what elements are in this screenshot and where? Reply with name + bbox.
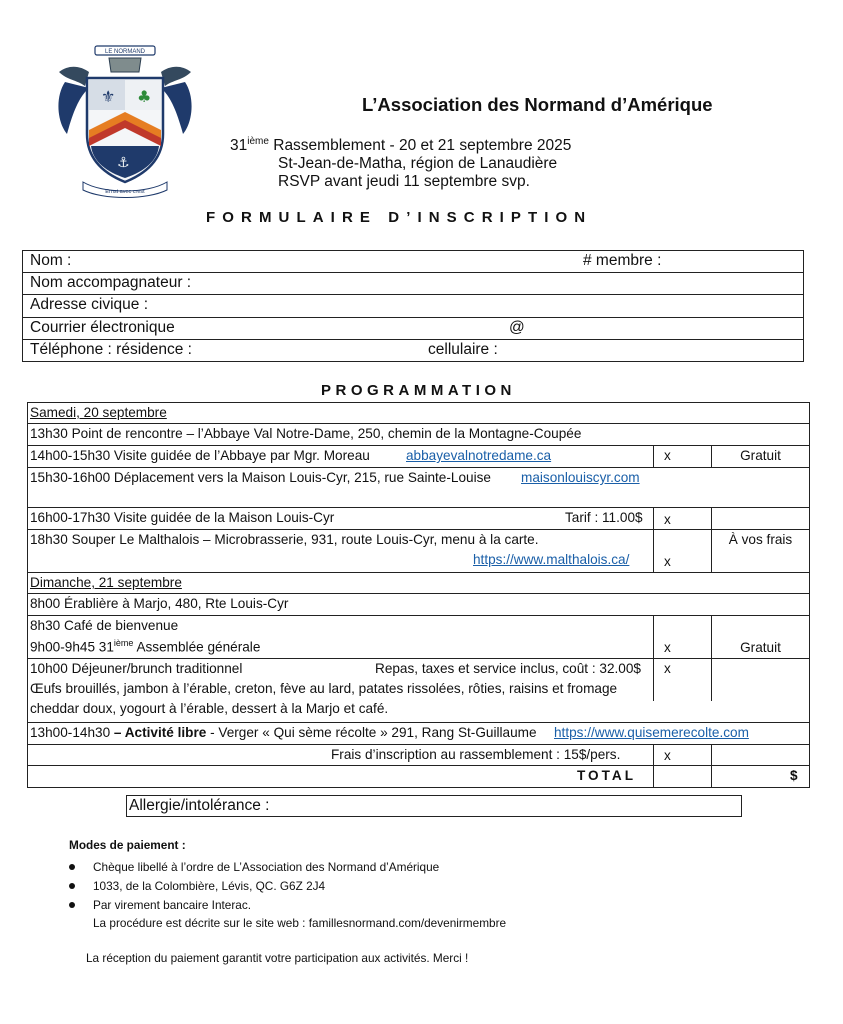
meeting-point-text: 13h30 Point de rencontre – l’Abbaye Val Notre-Dame, 250, chemin de la Montagne-Coupée bbox=[30, 426, 582, 441]
payment-procedure: La procédure est décrite sur le site web : famillesnormand.com/devenirmembre bbox=[93, 916, 507, 930]
verger-link[interactable]: https://www.quisemerecolte.com bbox=[554, 725, 749, 740]
divider bbox=[711, 508, 712, 529]
organization-title: L’Association des Normand d’Amérique bbox=[362, 94, 713, 115]
assembly-checkbox[interactable]: x bbox=[664, 640, 671, 655]
abbey-link[interactable]: abbayevalnotredame.ca bbox=[406, 448, 552, 463]
total-label: TOTAL bbox=[577, 768, 637, 783]
divider bbox=[653, 446, 654, 467]
association-crest-logo bbox=[55, 42, 195, 200]
general-assembly-text: 9h00-9h45 31ième Assemblée générale bbox=[30, 638, 261, 655]
allergy-field[interactable] bbox=[126, 795, 742, 817]
companion-name-field[interactable] bbox=[23, 273, 803, 295]
svg-text:LE NORMAND: LE NORMAND bbox=[104, 49, 146, 55]
programmation-title: PROGRAMMATION bbox=[321, 382, 516, 399]
divider bbox=[711, 766, 712, 787]
registration-fee-text: Frais d’inscription au rassemblement : 15$/pers. bbox=[331, 747, 621, 762]
malthalois-link[interactable]: https://www.malthalois.ca/ bbox=[473, 552, 630, 567]
brunch-checkbox[interactable]: x bbox=[664, 661, 671, 676]
at-sign: @ bbox=[509, 318, 525, 336]
program-table bbox=[27, 402, 810, 788]
bullet-icon bbox=[69, 883, 75, 889]
form-title: FORMULAIRE D’INSCRIPTION bbox=[206, 209, 593, 226]
maison-louis-cyr-link[interactable]: maisonlouiscyr.com bbox=[521, 470, 640, 485]
divider bbox=[653, 745, 654, 765]
svg-text:⚜: ⚜ bbox=[101, 87, 116, 106]
table-row bbox=[28, 745, 809, 766]
sunday-header: Dimanche, 21 septembre bbox=[30, 575, 182, 590]
divider bbox=[711, 745, 712, 765]
brunch-menu-line2: cheddar doux, yogourt à l’érable, dessert à la Marjo et café. bbox=[30, 701, 389, 716]
erabliere-text: 8h00 Érablière à Marjo, 480, Rte Louis-Cyr bbox=[30, 596, 289, 611]
bullet-icon bbox=[69, 864, 75, 870]
payment-section bbox=[69, 838, 507, 930]
sunday-header-row bbox=[28, 573, 809, 594]
supper-text: 18h30 Souper Le Malthalois – Microbrasserie, 931, route Louis-Cyr, menu à la carte. bbox=[30, 532, 539, 547]
address-label: Adresse civique : bbox=[30, 296, 149, 314]
table-row bbox=[28, 594, 809, 616]
bullet-icon bbox=[69, 902, 75, 908]
assembly-price: Gratuit bbox=[740, 640, 781, 655]
total-row bbox=[28, 766, 809, 787]
payment-item-address: 1033, de la Colombière, Lévis, QC. G6Z 2J4 bbox=[69, 879, 325, 893]
divider bbox=[653, 530, 654, 572]
total-value[interactable]: $ bbox=[790, 768, 798, 783]
divider bbox=[653, 766, 654, 787]
svg-text:Ernst avec crest: Ernst avec crest bbox=[105, 189, 145, 195]
event-title: 31ième Rassemblement - 20 et 21 septembre 2025 bbox=[230, 136, 572, 155]
name-field[interactable] bbox=[23, 251, 803, 273]
registration-fee-checkbox[interactable]: x bbox=[664, 748, 671, 763]
allergy-label: Allergie/intolérance : bbox=[129, 797, 270, 814]
louis-cyr-visit-text: 16h00-17h30 Visite guidée de la Maison Louis-Cyr bbox=[30, 510, 335, 525]
event-location: St-Jean-de-Matha, région de Lanaudière bbox=[278, 155, 558, 172]
companion-label: Nom accompagnateur : bbox=[30, 274, 192, 292]
phone-label: Téléphone : résidence : bbox=[30, 340, 192, 358]
rsvp-notice: RSVP avant jeudi 11 septembre svp. bbox=[278, 173, 530, 190]
supper-price: À vos frais bbox=[728, 532, 793, 547]
abbey-visit-text: 14h00-15h30 Visite guidée de l’Abbaye par Mgr. Moreau bbox=[30, 448, 370, 463]
table-row bbox=[28, 659, 809, 723]
divider bbox=[711, 659, 712, 701]
payment-item-interac: Par virement bancaire Interac. bbox=[69, 898, 251, 912]
email-field[interactable] bbox=[23, 318, 803, 340]
abbey-checkbox[interactable]: x bbox=[664, 448, 671, 463]
brunch-price: Repas, taxes et service inclus, coût : 32.00$ bbox=[375, 661, 641, 676]
footer-note: La réception du paiement garantit votre participation aux activités. Merci ! bbox=[86, 951, 469, 965]
welcome-coffee-text: 8h30 Café de bienvenue bbox=[30, 618, 179, 633]
mobile-label: cellulaire : bbox=[428, 340, 498, 358]
saturday-header: Samedi, 20 septembre bbox=[30, 405, 167, 420]
saturday-header-row bbox=[28, 403, 809, 424]
member-number-label: # membre : bbox=[583, 252, 662, 269]
svg-text:⚓: ⚓ bbox=[117, 155, 130, 171]
divider bbox=[653, 659, 654, 701]
svg-text:♣: ♣ bbox=[137, 87, 152, 106]
divider bbox=[653, 616, 654, 658]
payment-item-cheque: Chèque libellé à l’ordre de L’Association des Normand d’Amérique bbox=[69, 860, 439, 874]
email-label: Courrier électronique bbox=[30, 318, 175, 336]
table-row bbox=[28, 424, 809, 446]
brunch-menu-line1: Œufs brouillés, jambon à l’érable, creton, fève au lard, patates rissolées, rôties, raisins et fromage bbox=[30, 681, 618, 696]
divider bbox=[653, 508, 654, 529]
table-row bbox=[28, 616, 809, 659]
phone-field[interactable] bbox=[23, 340, 803, 361]
table-row bbox=[28, 530, 809, 573]
louis-cyr-checkbox[interactable]: x bbox=[664, 512, 671, 527]
supper-checkbox[interactable]: x bbox=[664, 554, 671, 569]
registration-form bbox=[22, 250, 804, 362]
table-row bbox=[28, 723, 809, 745]
louis-cyr-tarif: Tarif : 11.00$ bbox=[565, 510, 643, 525]
table-row bbox=[28, 508, 809, 530]
table-row bbox=[28, 468, 809, 508]
abbey-price: Gratuit bbox=[740, 448, 781, 463]
name-label: Nom : bbox=[30, 252, 72, 269]
transfer-text: 15h30-16h00 Déplacement vers la Maison Louis-Cyr, 215, rue Sainte-Louise bbox=[30, 470, 491, 485]
brunch-text: 10h00 Déjeuner/brunch traditionnel bbox=[30, 661, 243, 676]
table-row bbox=[28, 446, 809, 468]
free-activity-text: 13h00-14h30 – Activité libre - Verger « Qui sème récolte » 291, Rang St-Guillaume bbox=[30, 725, 537, 740]
address-field[interactable] bbox=[23, 295, 803, 317]
payment-title: Modes de paiement : bbox=[69, 838, 186, 852]
